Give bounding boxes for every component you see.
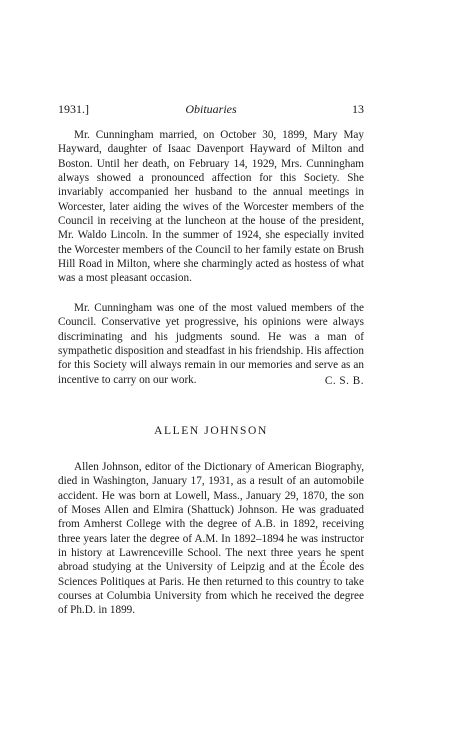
running-head-section: Obituaries	[185, 102, 237, 116]
johnson-paragraph-block	[58, 460, 364, 618]
running-head-year: 1931.]	[58, 102, 89, 116]
obituary-heading: ALLEN JOHNSON	[154, 425, 268, 437]
paragraph-johnson-biography: Allen Johnson, editor of the Dictionary of American Biography, died in Washington, January 17, 1931, as a result of an automobile accident. He was born at Lowell, Mass., January 29, 1870, the son of Moses Allen and Elmira (Shattuck) Johnson. He was graduated from Amherst College with the degree of A.B. in 1892, receiving three years later the degree of A.M. In 1892–1894 he was instructor in history at Lawrenceville School. The next three years he spent abroad studying at the University of Leipzig and at the École des Sciences Politiques at Paris. He then returned to this country to take courses at Columbia University from which he received the degree of Ph.D. in 1899.	[58, 461, 364, 617]
author-initials: C. S. B.	[324, 375, 364, 387]
paragraph-cunningham-council: Mr. Cunningham was one of the most valued members of the Council. Conservative yet progressive, his opinions were always discriminating and his judgments sound. He was a man of sympathetic disposition and steadfast in his friendship. His affection for this Society will always remain in our memories and serve as an incentive to carry on our work.	[58, 302, 364, 386]
page-number: 13	[352, 102, 364, 116]
running-head	[58, 101, 364, 117]
cunningham-marriage-paragraph-block	[58, 128, 364, 286]
paragraph-cunningham-marriage: Mr. Cunningham married, on October 30, 1899, Mary May Hayward, daughter of Isaac Davenport Hayward of Milton and Boston. Until her death, on February 14, 1929, Mrs. Cunningham always showed a pronounced affection for this Society. She invariably accompanied her husband to the annual meetings in Worcester, later aiding the wives of the Worcester members of the Council in receiving at the luncheon at the house of the president, Mr. Waldo Lincoln. In the summer of 1924, she especially invited the Worcester members of the Council to her family estate on Brush Hill Road in Milton, where she charmingly acted as hostess of what was a most pleasant occasion.	[58, 129, 364, 285]
